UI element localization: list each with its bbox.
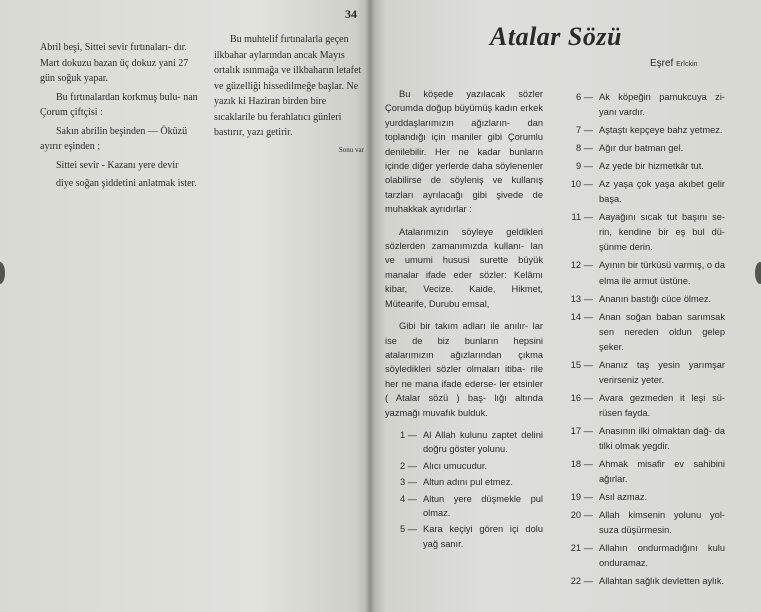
proverb-text: Allahtan sağlık devletten aylık. — [599, 576, 725, 587]
proverb-item — [555, 310, 725, 355]
left-column-2 — [214, 32, 364, 155]
proverb-number: 9 — — [575, 161, 593, 172]
proverb-item — [555, 574, 725, 589]
proverb-text: Al Allah kulunu zaptet delini doğru göster yolunu. — [423, 429, 543, 455]
proverb-item — [385, 492, 543, 521]
paragraph: Abril beşi, Sittei sevir fırtınaları- dır. Mart dokuzu bazan üç dokuz yani 27 gün soğuk yapar. — [40, 42, 189, 84]
proverb-number: 18 — — [570, 459, 593, 470]
paragraph: Bu muhtelif fırtınalarla geçen ilkbahar aylarından ancak Mayıs ortalık ısınmağa ve ilkbaharın letafet ve güzelliği hissedilmeğe başlar. Ne yazık ki Haziran birden bire sıcaklarile bu ferahlatıcı günleri bastırır, yazı getirir. — [214, 34, 362, 138]
proverb-text: Ahmak misafir ev sahibini ağırlar. — [599, 459, 725, 485]
proverb-text: Avara gezmeden it leşi sü- rüsen fayda. — [599, 392, 725, 418]
proverb-list — [555, 90, 725, 589]
proverb-number: 2 — — [399, 460, 417, 471]
continued-note: Sonu var — [338, 145, 364, 154]
proverb-text: Anan soğan baban sarımsak sen nereden oldun gelep şeker. — [599, 311, 725, 352]
proverb-item — [555, 391, 725, 421]
proverb-number: 5 — — [399, 524, 417, 535]
proverb-number: 1 — — [399, 429, 417, 440]
proverb-number: 11 — — [571, 212, 593, 223]
proverb-text: Allah kimsenin yolunu yol- suza düşürmesin. — [599, 510, 725, 536]
proverb-item — [385, 428, 543, 457]
proverb-item — [555, 490, 725, 505]
paragraph: Sakın abrilin beşinden — Öküzü ayırır eşinden ; — [40, 125, 188, 152]
proverb-text: Allahın ondurmadığını kulu onduramaz. — [599, 543, 725, 569]
author-name: Eşref — [650, 58, 674, 69]
article-title: Atalar Sözü — [490, 22, 622, 51]
proverb-text: Az yaşa çok yaşa akıbet gelir başa. — [599, 179, 725, 205]
proverb-number: 15 — — [570, 359, 593, 370]
proverb-list — [385, 428, 543, 551]
proverb-text: Ananız taş yesin yarımşar verirseniz yeter. — [599, 359, 725, 385]
intro-paragraph: Gibi bir takım adları ile anılır- lar ise de biz bunların hepsini atalarımızın ağızlarından çıkma söyledikleri sözler olmaları itiba- rile her ne mana ifade ederse- ler etsinler ( Atalar sözü ) baş- lığı altında yazmağı muvafık bulduk. — [385, 321, 543, 418]
proverb-number: 14 — — [570, 311, 593, 322]
proverb-text: Anasının ilki olmaktan dağ- da tilki olmak yegdir. — [599, 425, 725, 451]
proverb-number: 19 — — [570, 492, 593, 503]
proverb-item — [555, 159, 725, 174]
proverb-number: 4 — — [399, 493, 417, 504]
proverb-item — [555, 358, 725, 388]
proverb-item — [385, 475, 543, 489]
proverb-text: Az yede bir hizmetkâr tut. — [599, 161, 704, 172]
proverb-item — [555, 424, 725, 454]
left-page — [0, 0, 370, 612]
author-surname: Erîckin — [676, 61, 698, 68]
proverb-number: 6 — — [575, 92, 593, 102]
proverb-number: 16 — — [570, 392, 593, 403]
proverb-number: 10 — — [570, 179, 593, 190]
paragraph: Sittei sevir - Kazanı yere devir — [56, 159, 179, 171]
left-column-1 — [40, 40, 198, 195]
proverb-number: 13 — — [570, 293, 593, 304]
proverb-item — [555, 457, 725, 487]
proverb-text: Ak köpeğin pamukcuya zi- yanı vardır. — [599, 92, 725, 118]
proverb-text: Alıcı umucudur. — [423, 460, 488, 471]
page-number: 34 — [345, 7, 357, 21]
binding-hole — [755, 262, 761, 284]
proverb-text: Kara keçiyi gören içi dolu yağ sanır. — [423, 524, 543, 549]
proverb-number: 20 — — [570, 510, 593, 521]
proverb-text: Ananın bastığı cüce ölmez. — [599, 293, 712, 304]
proverb-item — [555, 123, 725, 138]
paragraph: Bu fırtınalardan korkmuş bulu- nan Çorum çiftçisi : — [40, 91, 198, 118]
right-column-2 — [555, 90, 725, 592]
author — [650, 58, 698, 69]
proverb-item — [555, 258, 725, 288]
proverb-item — [555, 90, 725, 120]
proverb-item — [385, 459, 543, 473]
proverb-text: Asıl azmaz. — [599, 492, 648, 503]
proverb-number: 7 — — [575, 125, 593, 136]
proverb-text: Altun yere düşmekle pul olmaz. — [423, 493, 543, 518]
proverb-text: Aştaştı kepçeye bahz yetmez. — [599, 125, 723, 136]
proverb-text: Ayının bir türküsü varmış, o da elma ile armut üstüne. — [599, 260, 725, 286]
paragraph: diye soğan şiddetini anlatmak ister. — [56, 178, 197, 189]
proverb-number: 21 — — [570, 543, 593, 554]
proverb-number: 12 — — [570, 260, 593, 271]
proverb-item — [555, 141, 725, 156]
proverb-item — [555, 177, 725, 207]
right-column-1 — [385, 87, 543, 553]
proverb-number: 8 — — [575, 143, 593, 154]
proverb-item — [555, 292, 725, 307]
binding-hole — [0, 262, 5, 284]
intro-paragraph: Bu köşede yazılacak sözler Çorumda doğup büyümüş kadın erkek yurddaşlarımızın ağızların- dan toplandığı için maniler gibi Çorumlu denilebilir. Her ne kadar bunların içinde diğer yerlerde daha söylenenler olabilirse de söyleniş ve kullanış tarzları ayrılacağı gibi şivede de muhakkak ayrıdırlar : — [385, 89, 543, 215]
proverb-text: Aayağını sıcak tut başını se- rin, kendine bir eş bul dü- şünme derin. — [599, 212, 725, 253]
proverb-item — [555, 541, 725, 571]
intro-paragraph: Atalarımızın söyleye geldikleri sözlerden zamanımızda kullanı- lan ve umumi hususi surette büyük manalar ifade eder sözler: Kelâmı kibar, Vecize. Kaide, Hikmet, Mütearife, Durubu emsal, — [385, 226, 543, 309]
proverb-text: Ağır dur batman gel. — [599, 143, 684, 154]
book-gutter — [364, 0, 376, 612]
proverb-number: 22 — — [570, 576, 593, 587]
proverb-item — [555, 210, 725, 255]
proverb-item — [555, 508, 725, 538]
proverb-item — [385, 522, 543, 551]
proverb-text: Altun adını pul etmez. — [423, 477, 513, 488]
proverb-number: 3 — — [399, 477, 417, 488]
proverb-number: 17 — — [570, 425, 593, 436]
